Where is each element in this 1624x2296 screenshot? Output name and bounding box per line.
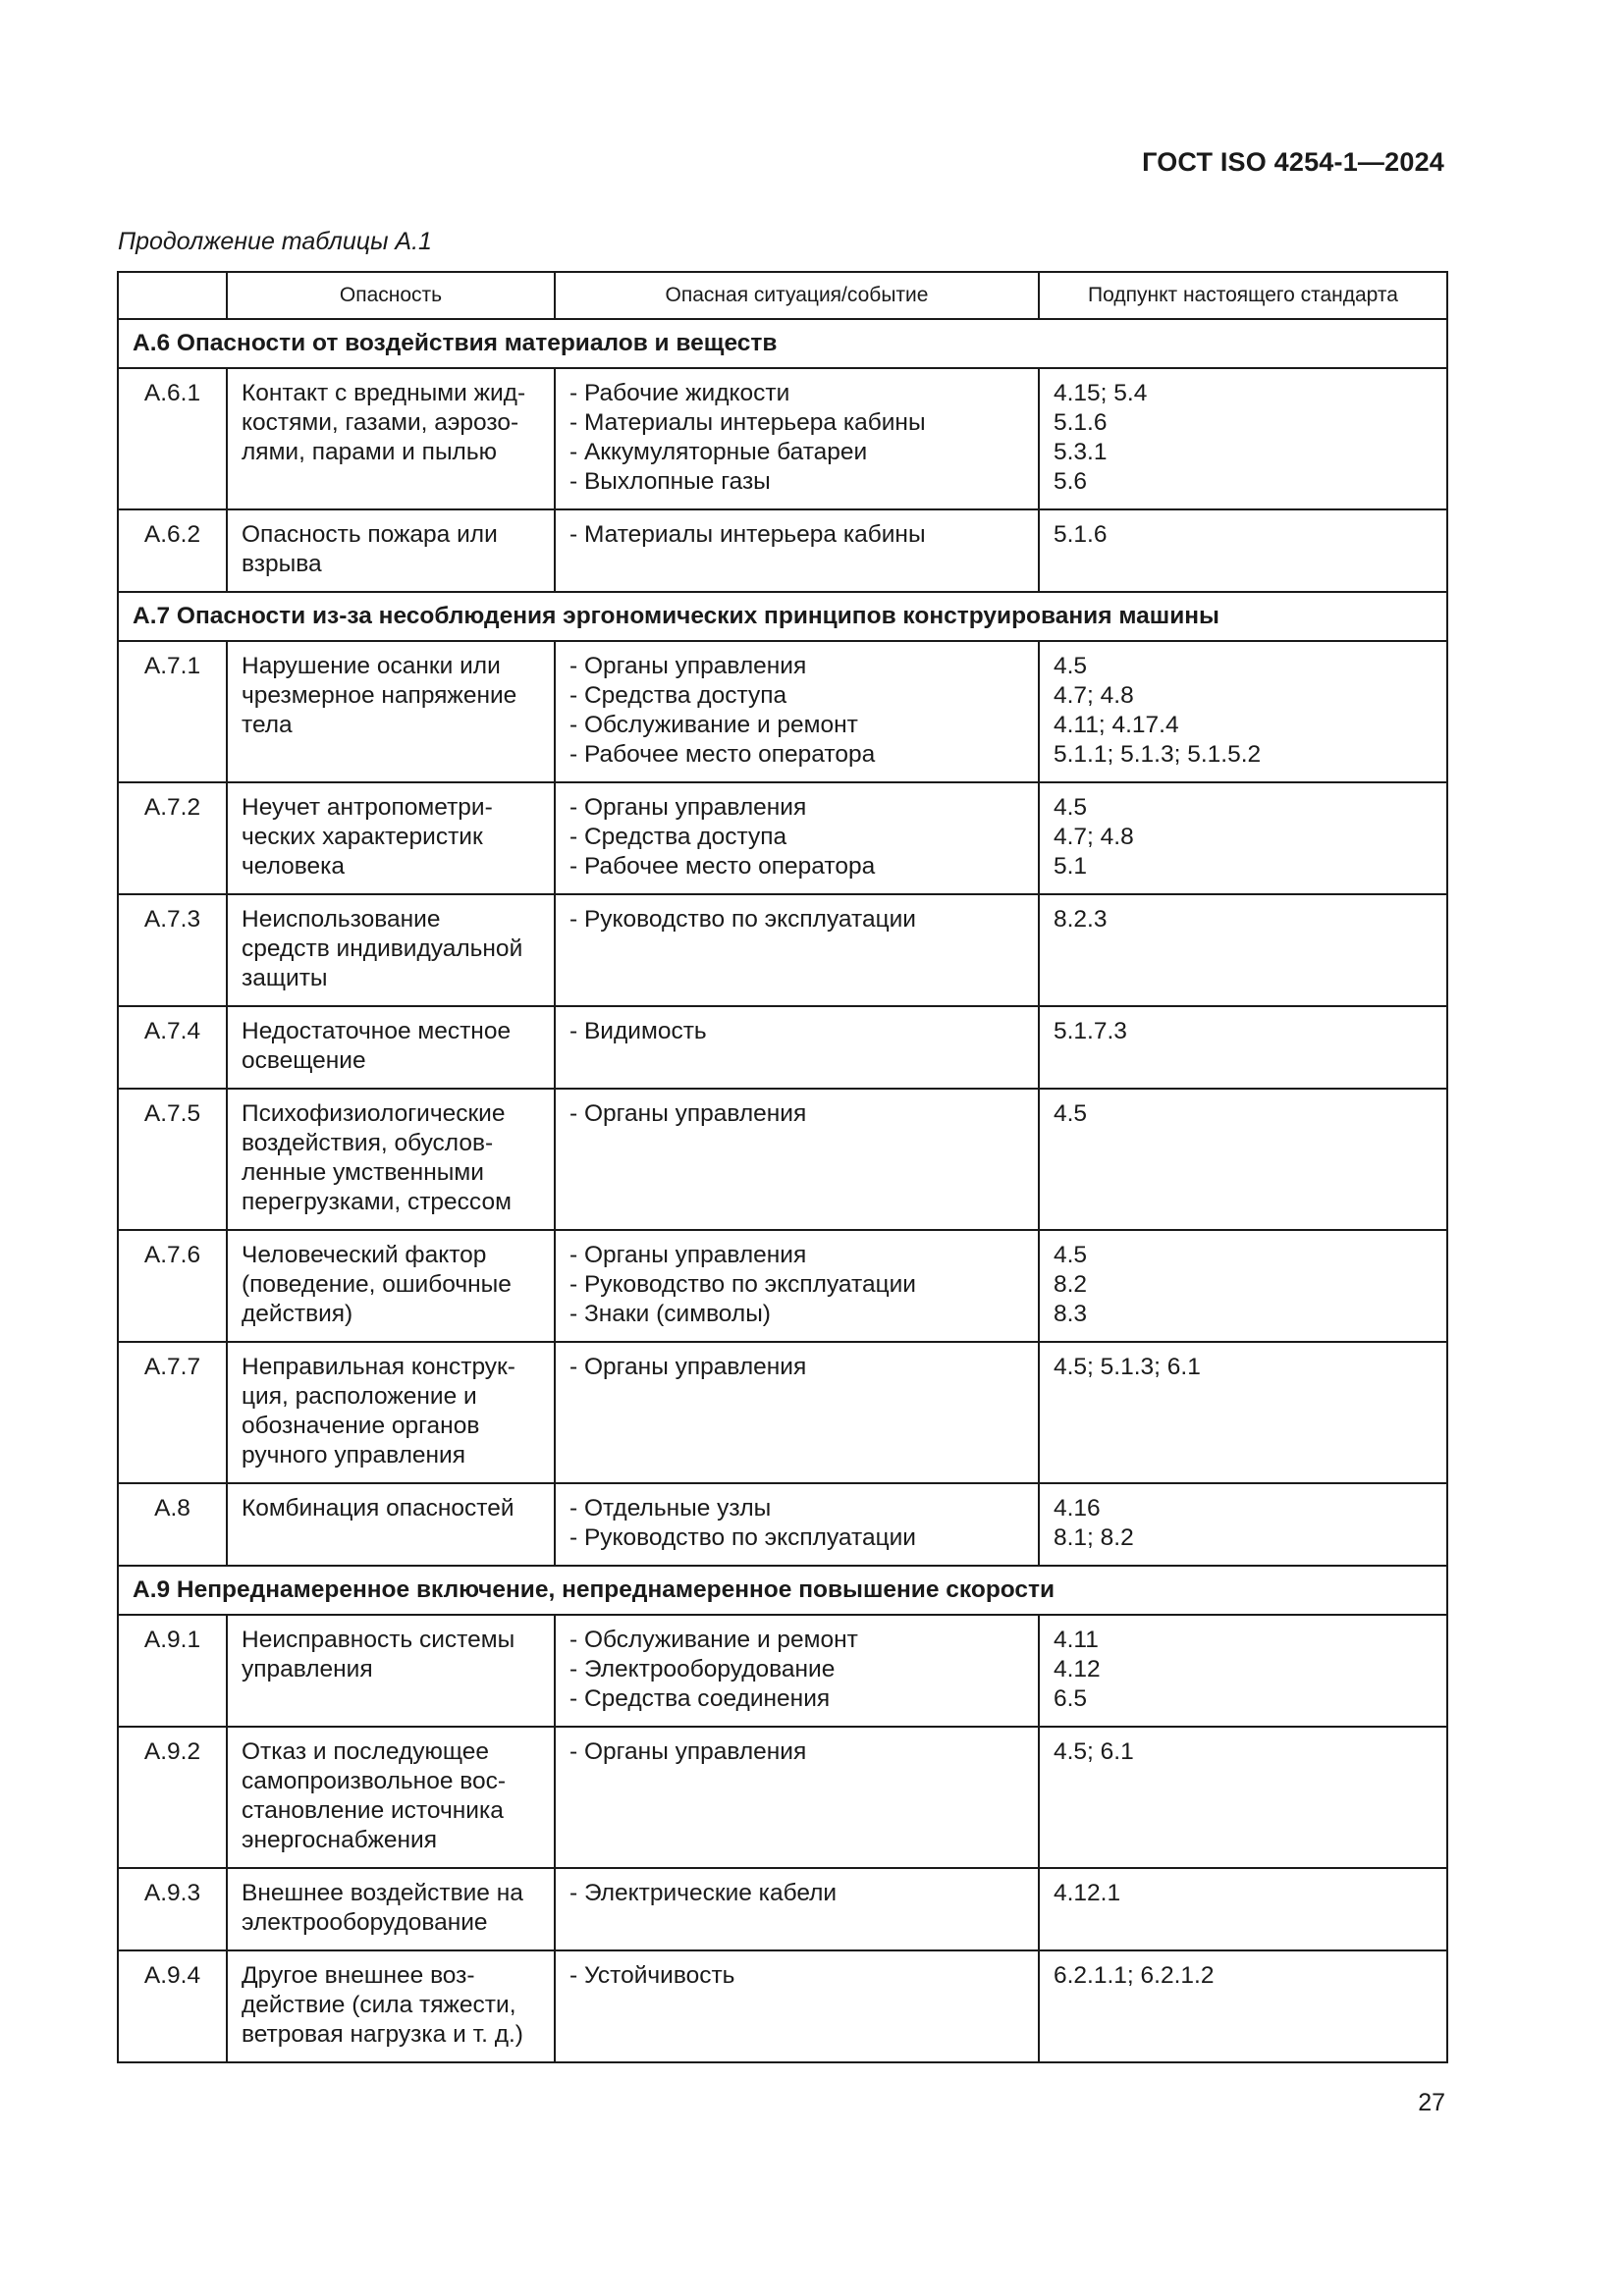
hazard-description-line: воздействия, обуслов- [242,1130,494,1156]
hazard-situation-line: - Органы управления [569,1100,807,1127]
hazard-description-cell [227,1342,555,1483]
standard-clause-line: 4.7; 4.8 [1054,824,1134,850]
column-header-hazard: Опасность [227,272,555,319]
table-caption: Продолжение таблицы А.1 [118,228,432,255]
section-title: А.7 Опасности из-за несоблюдения эргономических принципов конструирования машины [118,592,1447,641]
standard-clause-line: 5.1.7.3 [1054,1018,1127,1044]
hazard-description-cell [227,1868,555,1950]
table-row [118,1089,1447,1230]
hazard-description-line: ческих характеристик [242,824,483,850]
standard-clause-line: 5.3.1 [1054,439,1108,465]
hazard-situation-cell [555,894,1039,1006]
hazard-situation-cell [555,1727,1039,1868]
hazard-situation-line: - Органы управления [569,794,807,821]
page-number: 27 [1418,2089,1445,2116]
hazard-situation-line: - Обслуживание и ремонт [569,1627,858,1653]
hazard-situation-line: - Видимость [569,1018,707,1044]
hazard-situation-line: - Руководство по эксплуатации [569,1271,916,1298]
hazard-situation-line: - Руководство по эксплуатации [569,1524,916,1551]
standard-clause-line: 4.11; 4.17.4 [1054,712,1179,738]
hazard-description-line: Неправильная конструк- [242,1354,515,1380]
hazard-description-line: Другое внешнее воз- [242,1962,475,1989]
hazard-description-cell [227,641,555,782]
hazard-description-line: Неисправность системы [242,1627,515,1653]
standard-clause-line: 4.15; 5.4 [1054,380,1148,406]
standard-clause-line: 5.1 [1054,853,1088,880]
hazard-description-line: Неучет антропометри- [242,794,493,821]
hazard-description-line: взрыва [242,551,322,577]
hazard-code: А.7.1 [118,641,227,782]
standard-clause-line: 4.11 [1054,1627,1099,1653]
hazard-situation-line: - Средства доступа [569,682,787,709]
table-row [118,641,1447,782]
hazard-situation-line: - Рабочие жидкости [569,380,790,406]
standard-clause-line: 5.1.6 [1054,409,1108,436]
column-header-situation: Опасная ситуация/событие [555,272,1039,319]
hazard-description-cell [227,1483,555,1566]
table-body [118,319,1447,2062]
table-row [118,1342,1447,1483]
hazard-situation-cell [555,1950,1039,2062]
hazard-code: А.7.6 [118,1230,227,1342]
hazard-description-line: костями, газами, аэрозо- [242,409,519,436]
hazard-situation-line: - Руководство по эксплуатации [569,906,916,933]
hazard-description-cell [227,1615,555,1727]
hazard-description-line: Внешнее воздействие на [242,1880,523,1906]
table-row [118,509,1447,592]
hazard-code: А.9.2 [118,1727,227,1868]
hazard-description-line: электрооборудование [242,1909,488,1936]
table-row [118,1727,1447,1868]
hazard-situation-line: - Органы управления [569,1738,807,1765]
hazard-description-line: чрезмерное напряжение [242,682,517,709]
hazard-situation-line: - Рабочее место оператора [569,741,876,768]
hazard-description-line: Нарушение осанки или [242,653,501,679]
hazard-description-line: человека [242,853,346,880]
hazard-code: А.7.3 [118,894,227,1006]
hazard-description-line: обозначение органов [242,1413,480,1439]
hazard-situation-cell [555,1006,1039,1089]
hazard-description-line: лями, парами и пылью [242,439,497,465]
hazard-code: А.9.4 [118,1950,227,2062]
standard-clause-cell [1039,1483,1447,1566]
standard-clause-cell [1039,1868,1447,1950]
standard-clause-line: 4.12 [1054,1656,1101,1682]
standard-clause-line: 4.5 [1054,794,1088,821]
standard-clause-cell [1039,1615,1447,1727]
hazard-code: А.7.5 [118,1089,227,1230]
hazard-description-line: Человеческий фактор [242,1242,487,1268]
standard-clause-cell [1039,1950,1447,2062]
hazard-situation-cell [555,1868,1039,1950]
standard-clause-cell [1039,1006,1447,1089]
hazard-description-line: защиты [242,965,328,991]
standard-clause-line: 4.7; 4.8 [1054,682,1134,709]
standard-clause-cell [1039,1727,1447,1868]
table-row [118,1006,1447,1089]
hazard-description-line: действия) [242,1301,353,1327]
hazard-description-cell [227,368,555,509]
hazard-description-line: ветровая нагрузка и т. д.) [242,2021,523,2048]
hazard-situation-line: - Материалы интерьера кабины [569,409,926,436]
hazard-description-line: действие (сила тяжести, [242,1992,516,2018]
hazard-description-cell [227,1727,555,1868]
table-row [118,894,1447,1006]
hazard-situation-line: - Органы управления [569,1354,807,1380]
hazard-description-line: становление источника [242,1797,504,1824]
hazard-code: А.6.1 [118,368,227,509]
standard-clause-line: 6.2.1.1; 6.2.1.2 [1054,1962,1215,1989]
standard-clause-line: 8.2.3 [1054,906,1108,933]
table-row [118,1615,1447,1727]
hazard-description-cell [227,1006,555,1089]
hazard-description-line: энергоснабжения [242,1827,437,1853]
table-row [118,1483,1447,1566]
hazard-code: А.7.7 [118,1342,227,1483]
hazard-description-cell [227,1089,555,1230]
column-header-clause: Подпункт настоящего стандарта [1039,272,1447,319]
hazard-description-cell [227,782,555,894]
standard-clause-line: 4.5 [1054,653,1088,679]
standard-clause-line: 8.3 [1054,1301,1088,1327]
hazard-situation-line: - Материалы интерьера кабины [569,521,926,548]
hazard-situation-line: - Знаки (символы) [569,1301,771,1327]
section-header-row [118,319,1447,368]
table-row [118,1868,1447,1950]
hazard-situation-cell [555,1483,1039,1566]
hazard-description-line: (поведение, ошибочные [242,1271,512,1298]
hazard-situation-cell [555,782,1039,894]
hazard-description-cell [227,1230,555,1342]
hazard-situation-line: - Устойчивость [569,1962,735,1989]
hazard-situation-cell [555,509,1039,592]
hazard-description-cell [227,509,555,592]
standard-clause-cell [1039,1230,1447,1342]
table-row [118,368,1447,509]
standard-clause-line: 4.5 [1054,1100,1088,1127]
hazard-description-line: Психофизиологические [242,1100,506,1127]
hazard-situation-line: - Электрические кабели [569,1880,838,1906]
hazard-description-line: Контакт с вредными жид- [242,380,526,406]
hazard-description-line: Комбинация опасностей [242,1495,514,1522]
hazard-code: А.8 [118,1483,227,1566]
section-header-row [118,1566,1447,1615]
standard-clause-cell [1039,782,1447,894]
standard-clause-line: 4.16 [1054,1495,1101,1522]
hazard-code: А.9.3 [118,1868,227,1950]
hazard-situation-cell [555,1342,1039,1483]
column-header-code [118,272,227,319]
hazard-situation-cell [555,1615,1039,1727]
hazard-description-line: ция, расположение и [242,1383,477,1410]
hazard-description-cell [227,894,555,1006]
hazard-description-line: Недостаточное местное [242,1018,512,1044]
table-header-row [118,272,1447,319]
hazard-description-line: Отказ и последующее [242,1738,489,1765]
hazard-code: А.7.2 [118,782,227,894]
standard-clause-line: 4.5; 6.1 [1054,1738,1134,1765]
section-header-row [118,592,1447,641]
standard-clause-cell [1039,641,1447,782]
hazard-situation-line: - Органы управления [569,653,807,679]
hazard-description-line: перегрузками, стрессом [242,1189,512,1215]
hazard-situation-line: - Электрооборудование [569,1656,836,1682]
hazard-code: А.6.2 [118,509,227,592]
standard-clause-cell [1039,509,1447,592]
hazard-situation-line: - Средства доступа [569,824,787,850]
standard-clause-line: 6.5 [1054,1685,1088,1712]
hazard-situation-cell [555,641,1039,782]
hazard-situation-line: - Выхлопные газы [569,468,771,495]
hazard-description-line: Неиспользование [242,906,441,933]
standard-clause-cell [1039,1342,1447,1483]
document-code-header: ГОСТ ISO 4254-1—2024 [1142,147,1444,177]
hazard-situation-line: - Аккумуляторные батареи [569,439,868,465]
section-title: А.6 Опасности от воздействия материалов и веществ [118,319,1447,368]
hazard-situation-line: - Органы управления [569,1242,807,1268]
hazard-description-line: тела [242,712,293,738]
standard-clause-cell [1039,1089,1447,1230]
hazard-description-line: самопроизвольное вос- [242,1768,507,1794]
hazard-description-line: ручного управления [242,1442,465,1468]
table-row [118,1230,1447,1342]
hazard-situation-line: - Средства соединения [569,1685,831,1712]
hazard-description-line: ленные умственными [242,1159,484,1186]
standard-clause-line: 4.5; 5.1.3; 6.1 [1054,1354,1201,1380]
hazard-code: А.9.1 [118,1615,227,1727]
hazard-situation-line: - Обслуживание и ремонт [569,712,858,738]
standard-clause-line: 4.12.1 [1054,1880,1121,1906]
section-title: А.9 Непреднамеренное включение, непреднамеренное повышение скорости [118,1566,1447,1615]
hazard-situation-cell [555,1230,1039,1342]
standard-clause-line: 8.1; 8.2 [1054,1524,1134,1551]
table-row [118,782,1447,894]
hazard-code: А.7.4 [118,1006,227,1089]
hazard-table [117,271,1448,2063]
hazard-description-cell [227,1950,555,2062]
standard-clause-cell [1039,894,1447,1006]
standard-clause-cell [1039,368,1447,509]
standard-clause-line: 4.5 [1054,1242,1088,1268]
standard-clause-line: 8.2 [1054,1271,1088,1298]
hazard-situation-cell [555,368,1039,509]
standard-clause-line: 5.1.6 [1054,521,1108,548]
standard-clause-line: 5.1.1; 5.1.3; 5.1.5.2 [1054,741,1262,768]
table-row [118,1950,1447,2062]
hazard-situation-line: - Рабочее место оператора [569,853,876,880]
hazard-situation-cell [555,1089,1039,1230]
hazard-description-line: средств индивидуальной [242,935,523,962]
hazard-description-line: освещение [242,1047,366,1074]
standard-clause-line: 5.6 [1054,468,1088,495]
hazard-description-line: управления [242,1656,373,1682]
hazard-situation-line: - Отдельные узлы [569,1495,772,1522]
hazard-description-line: Опасность пожара или [242,521,498,548]
